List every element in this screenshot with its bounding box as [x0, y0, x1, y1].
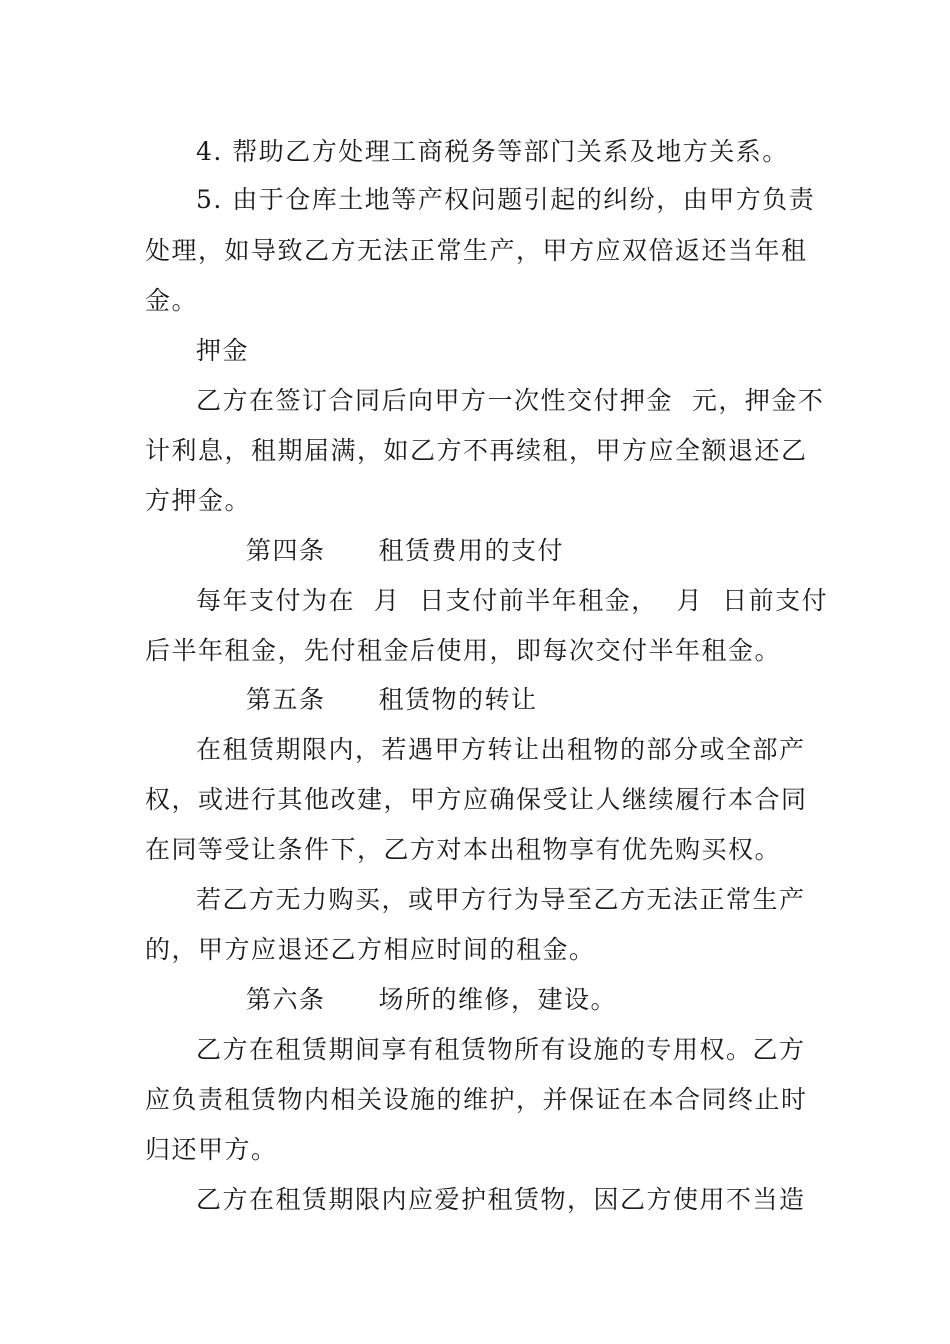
- article-4-line-1: 每年支付为在 月 日支付前半年租金， 月 日前支付: [196, 586, 829, 615]
- article-6-heading: 第六条 场所的维修，建设。: [246, 985, 618, 1014]
- article-5-line-5: 的，甲方应退还乙方相应时间的租金。: [145, 935, 596, 964]
- article-6-line-1: 乙方在租赁期间享有租赁物所有设施的专用权。乙方: [196, 1035, 806, 1064]
- deposit-paragraph-line-3: 方押金。: [145, 486, 252, 515]
- article-5-heading: 第五条 租赁物的转让: [246, 685, 538, 714]
- clause-5-line-3: 金。: [145, 286, 199, 315]
- article-5-line-3: 在同等受让条件下，乙方对本出租物享有优先购买权。: [145, 835, 782, 864]
- article-6-line-4: 乙方在租赁期限内应爱护租赁物，因乙方使用不当造: [196, 1185, 806, 1214]
- clause-5-line-1: 5. 由于仓库土地等产权问题引起的纠纷，由甲方负责: [196, 185, 816, 214]
- article-5-line-2: 权，或进行其他改建，甲方应确保受让人继续履行本合同: [145, 785, 808, 814]
- deposit-heading: 押金: [196, 336, 250, 365]
- clause-4-line: 4. 帮助乙方处理工商税务等部门关系及地方关系。: [196, 137, 789, 166]
- deposit-paragraph-line-1: 乙方在签订合同后向甲方一次性交付押金 元，押金不: [196, 386, 825, 415]
- article-4-heading: 第四条 租赁费用的支付: [246, 536, 565, 565]
- deposit-paragraph-line-2: 计利息，租期届满，如乙方不再续租，甲方应全额退还乙: [145, 436, 808, 465]
- article-6-line-3: 归还甲方。: [145, 1135, 278, 1164]
- article-4-line-2: 后半年租金，先付租金后使用，即每次交付半年租金。: [145, 636, 782, 665]
- article-5-line-1: 在租赁期限内，若遇甲方转让出租物的部分或全部产: [196, 735, 806, 764]
- article-5-line-4: 若乙方无力购买，或甲方行为导至乙方无法正常生产: [196, 885, 806, 914]
- clause-5-line-2: 处理，如导致乙方无法正常生产，甲方应双倍返还当年租: [145, 236, 808, 265]
- article-6-line-2: 应负责租赁物内相关设施的维护，并保证在本合同终止时: [145, 1085, 808, 1114]
